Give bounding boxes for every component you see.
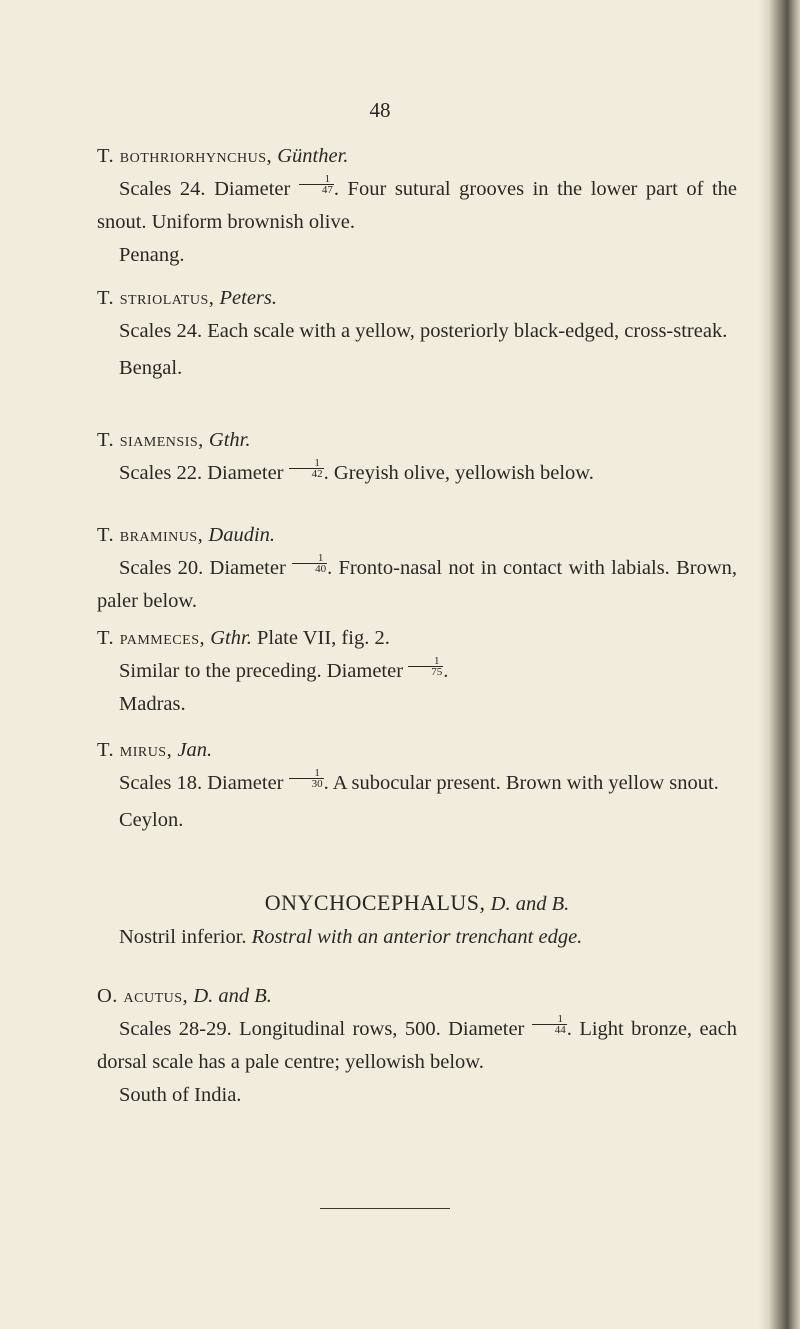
entry-description: Scales 28-29. Longitudinal rows, 500. Diameter $\frac{1}{44}$ . Light bronze, each dorsal scale has a pale centre; yellowish below. [97,1013,737,1073]
section-rule [320,1208,450,1209]
entry-description: Scales 22. Diameter $\frac{1}{42}$ . Greyish olive, yellowish below. [119,457,594,484]
entry-heading: T. mirus, Jan. [97,739,213,761]
entry-locality: Penang. [119,244,185,266]
entry-bothriorhynchus [97,140,737,272]
fraction: $\frac{1}{40}$ [292,553,327,574]
fraction: $\frac{1}{42}$ [289,458,324,479]
entry-heading: T. pammeces, Gthr. Plate VII, fig. 2. [97,627,390,649]
entry-locality: South of India. [119,1084,242,1106]
genus-heading: ONYCHOCEPHALUS, D. and B. [264,890,570,915]
fraction: $\frac{1}{30}$ [289,768,324,789]
entry-pammeces [97,622,737,721]
entry-acutus [97,980,737,1112]
entry-locality: Bengal. [119,357,183,379]
entry-heading: T. siamensis, Gthr. [97,429,251,451]
page-number: 48 [369,98,391,122]
page-binding-edge [758,0,800,1329]
fraction: $\frac{1}{75}$ [408,656,443,677]
entry-description: Scales 24. Each scale with a yellow, posteriorly black-edged, cross-streak. [119,320,728,342]
entry-description: Scales 18. Diameter $\frac{1}{30}$ . A subocular present. Brown with yellow snout. [119,767,719,794]
entry-heading: O. acutus, D. and B. [97,985,272,1007]
entry-braminus [97,519,737,618]
entry-description: Similar to the preceding. Diameter $\frac{1}{75}$ . [119,655,449,682]
fraction: $\frac{1}{44}$ [532,1014,567,1035]
fraction: $\frac{1}{47}$ [299,174,334,195]
entry-locality: Madras. [119,693,186,715]
entry-mirus [97,734,737,837]
entry-description: Scales 20. Diameter $\frac{1}{40}$ . Fronto-nasal not in contact with labials. Brown, paler below. [97,552,737,612]
genus-description: Nostril inferior. Rostral with an anterior trenchant edge. [119,926,583,948]
entry-description: Scales 24. Diameter $\frac{1}{47}$ . Four sutural grooves in the lower part of the snout. Uniform brownish olive. [97,173,737,233]
entry-siamensis [97,424,737,490]
entry-locality: Ceylon. [119,809,184,831]
entry-heading: T. braminus, Daudin. [97,524,276,546]
entry-striolatus [97,282,737,385]
entry-heading: T. striolatus, Peters. [97,287,278,309]
genus-section [97,886,737,954]
entry-heading: T. bothriorhynchus, Günther. [97,145,349,167]
